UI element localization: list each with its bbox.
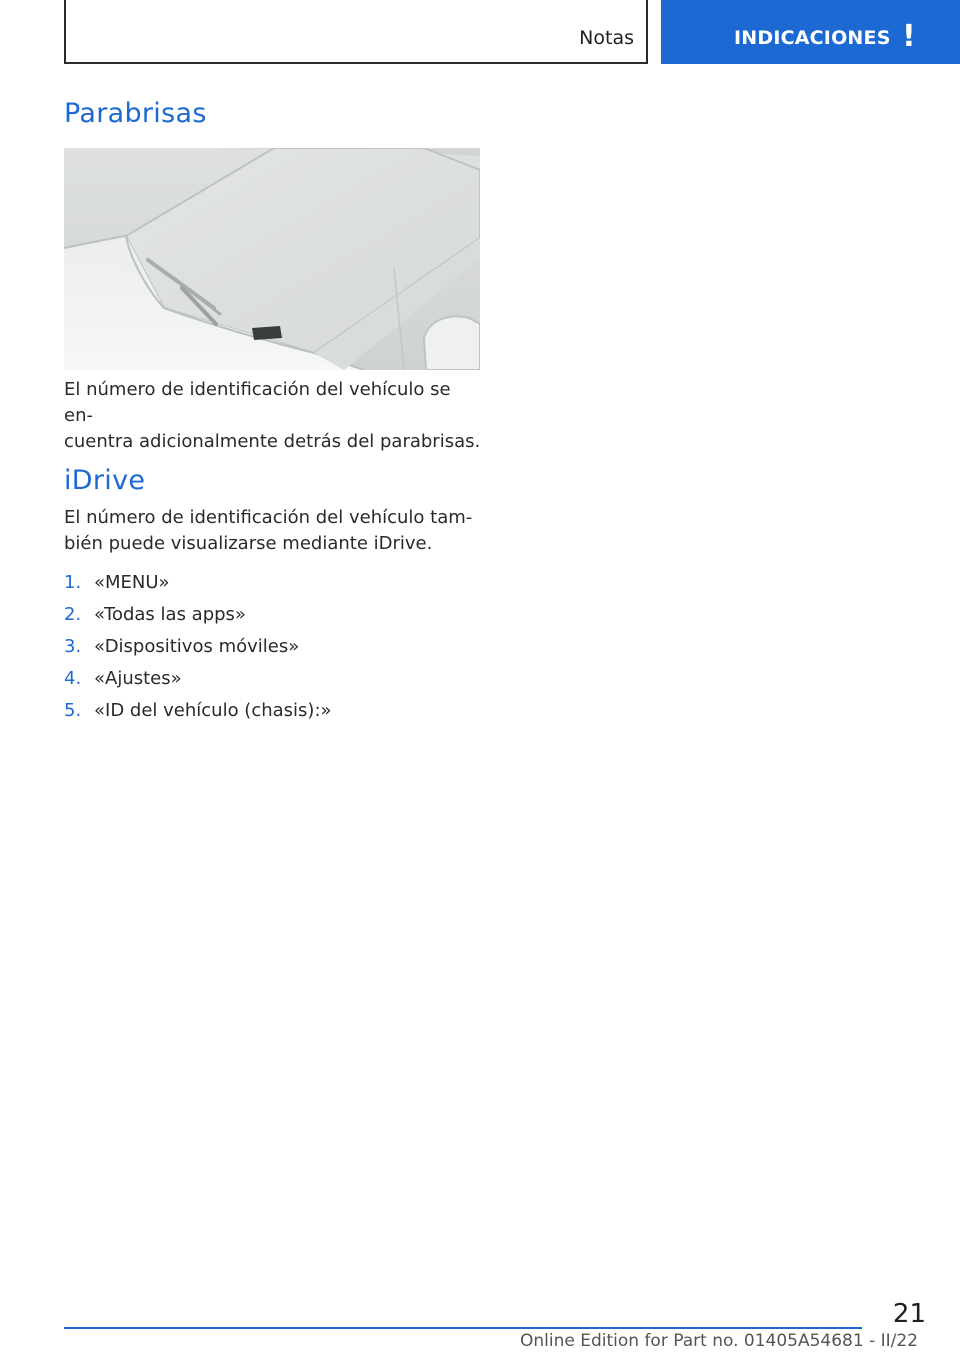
footer-edition-text: Online Edition for Part no. 01405A54681 - II/22 xyxy=(519,1331,918,1351)
header-chapter-tab[interactable] xyxy=(661,0,960,64)
idrive-steps-list xyxy=(64,566,332,726)
list-item: 2. «Todas las apps» xyxy=(64,603,246,625)
list-item: 1. «MENU» xyxy=(64,571,170,593)
header-section-label: Notas xyxy=(579,27,634,49)
windshield-illustration xyxy=(64,148,480,370)
header-chapter-label: INDICACIONES xyxy=(734,27,891,49)
section-title-idrive: iDrive xyxy=(64,465,146,496)
exclamation-icon: ! xyxy=(902,19,916,54)
windshield-description: El número de identificación del vehículo se en- cuentra adicionalmente detrás del parabrisas. xyxy=(64,379,481,452)
header-section-box xyxy=(64,0,648,64)
page-number: 21 xyxy=(892,1299,926,1329)
list-item: 4. «Ajustes» xyxy=(64,667,182,689)
idrive-description: El número de identificación del vehículo tam- bién puede visualizarse mediante iDrive. xyxy=(64,507,473,554)
list-item: 3. «Dispositivos móviles» xyxy=(64,635,300,657)
footer-divider xyxy=(64,1327,862,1329)
section-title-windshield: Parabrisas xyxy=(64,98,207,129)
list-item: 5. «ID del vehículo (chasis):» xyxy=(64,699,332,721)
